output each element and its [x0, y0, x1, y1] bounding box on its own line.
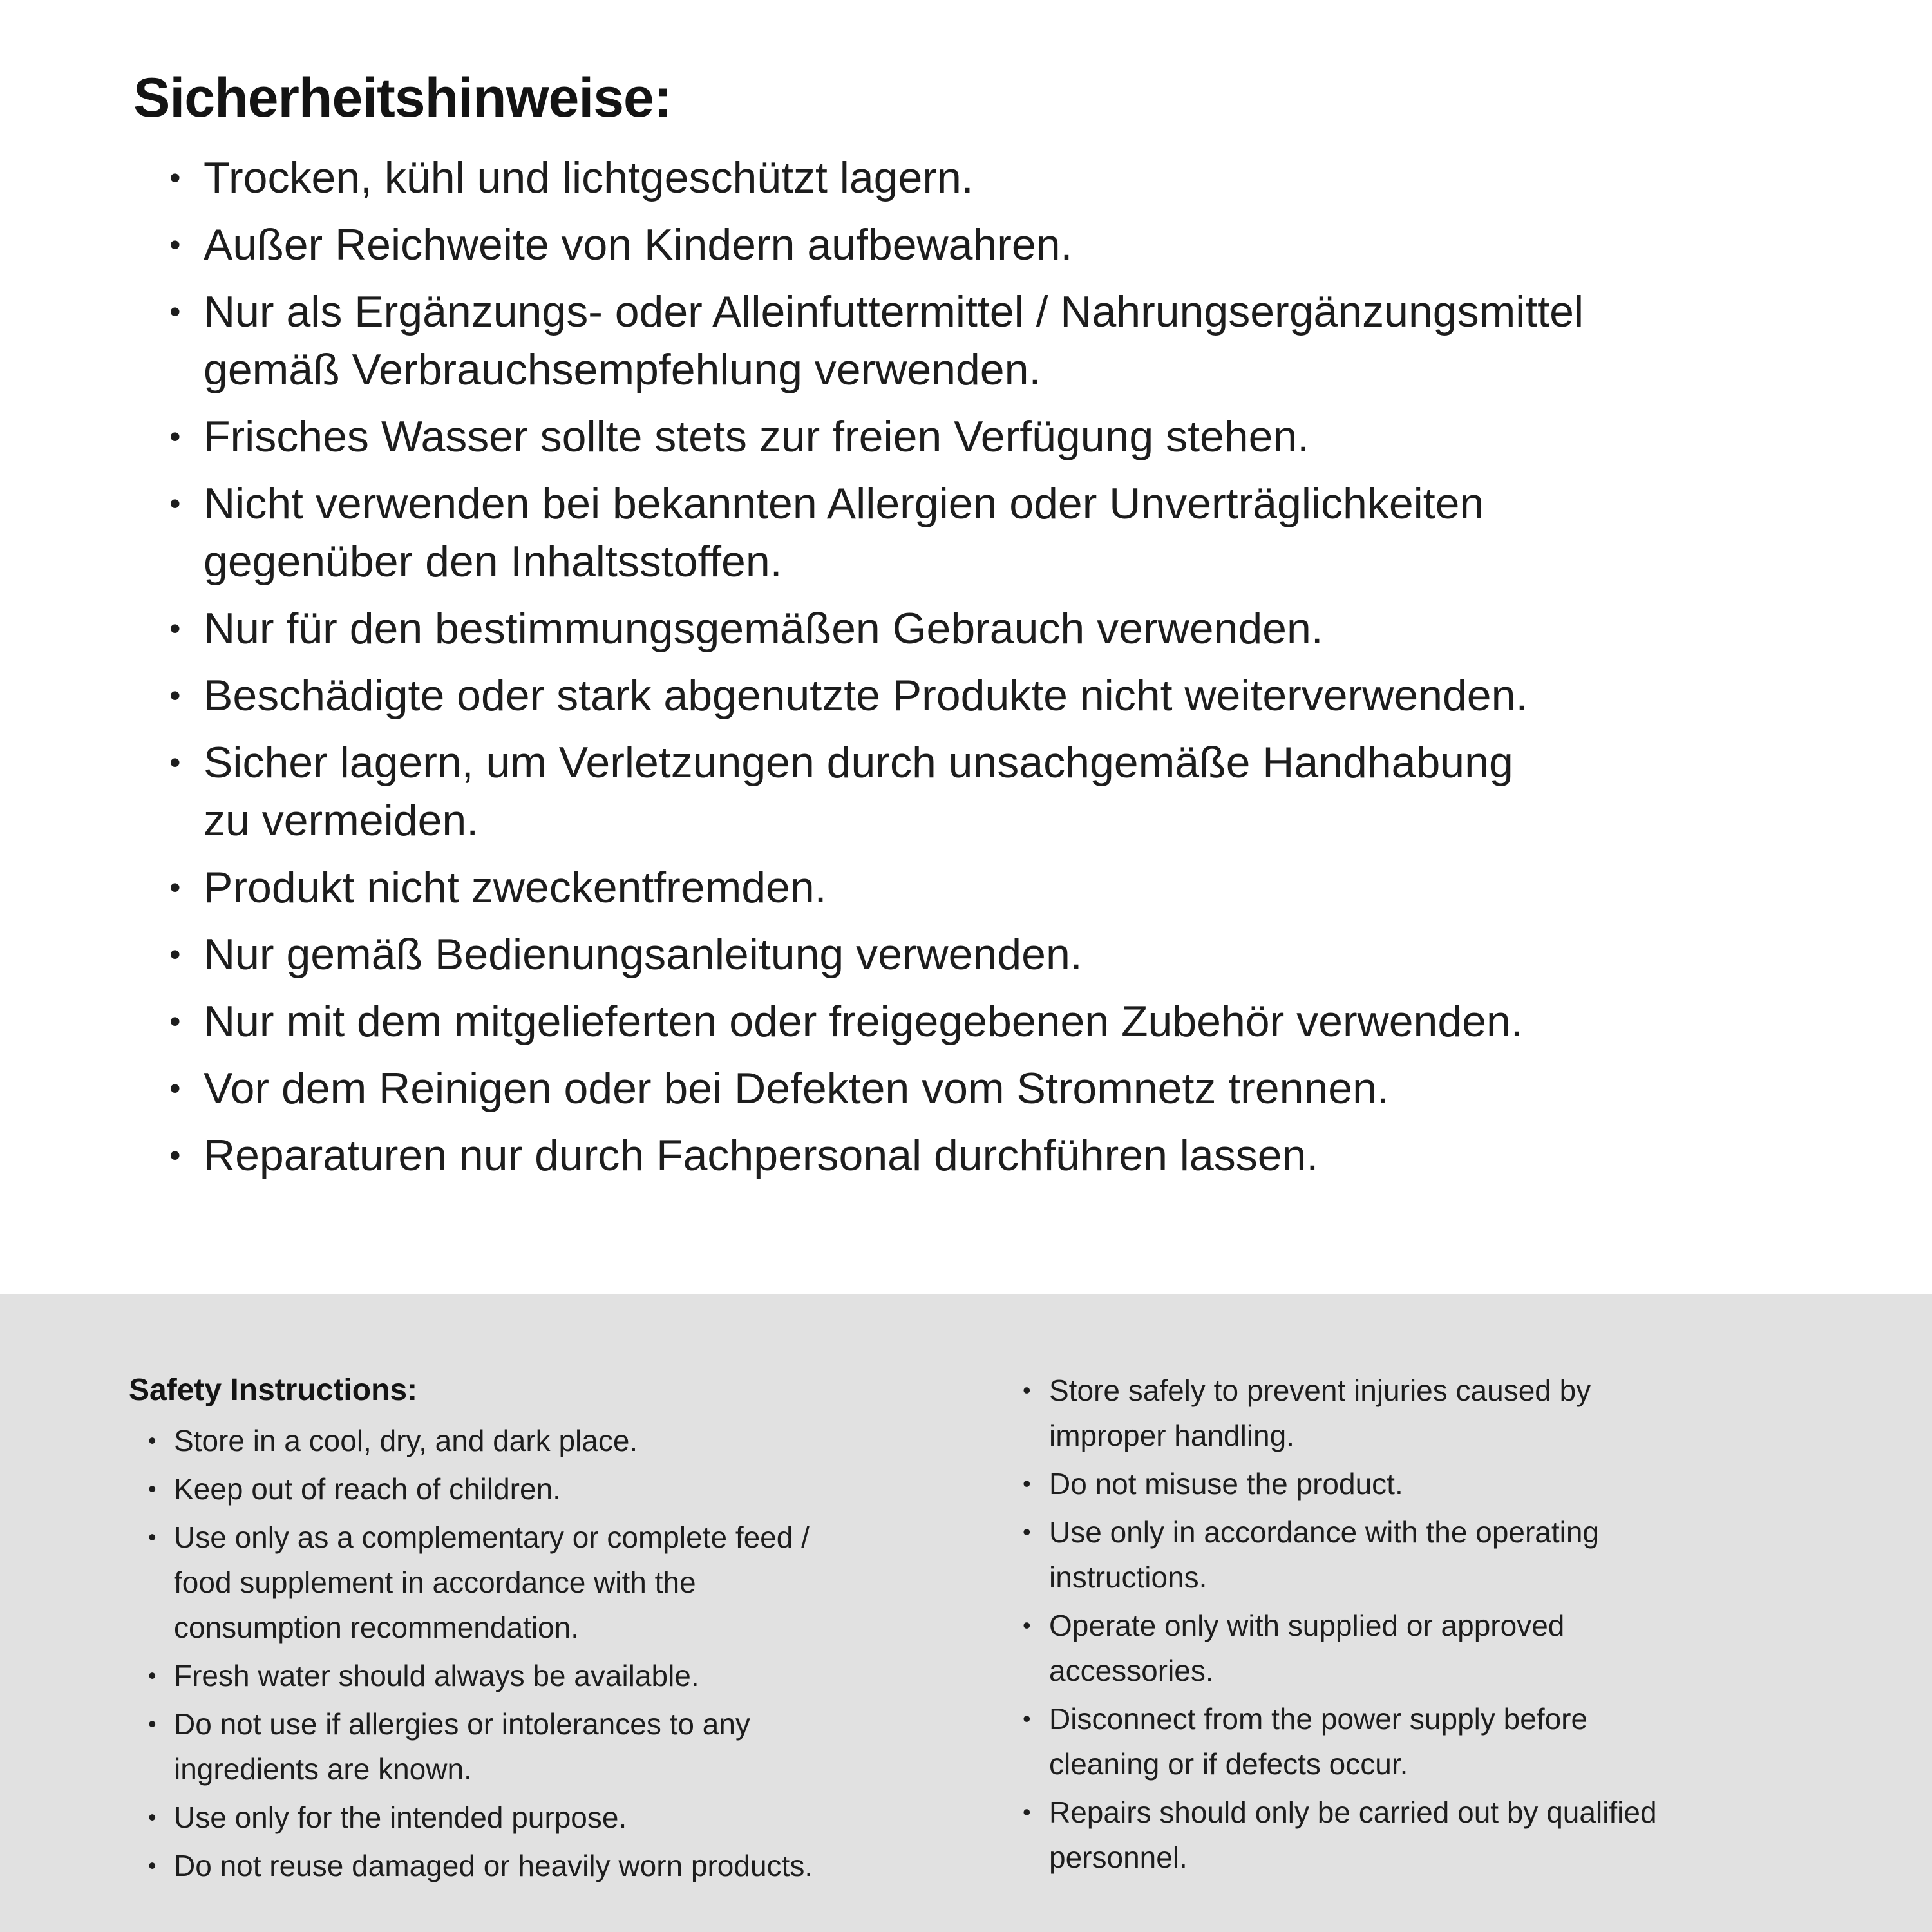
bullet-icon: • — [169, 1070, 181, 1106]
list-item-line: accessories. — [1049, 1654, 1214, 1687]
list-item — [133, 283, 1879, 399]
list-item — [133, 149, 1879, 207]
list-item-line: Store in a cool, dry, and dark place. — [174, 1424, 638, 1457]
english-right-column — [1023, 1368, 1918, 1883]
list-item-line: Fresh water should always be available. — [174, 1659, 699, 1692]
english-title: Safety Instructions: — [129, 1373, 418, 1407]
list-item-line: Store safely to prevent injuries caused by — [1049, 1374, 1591, 1407]
list-item-line: Reparaturen nur durch Fachpersonal durchführen lassen. — [204, 1131, 1319, 1180]
list-item-line: Außer Reichweite von Kindern aufbewahren. — [204, 220, 1073, 269]
bullet-icon: • — [169, 294, 181, 330]
bullet-icon: • — [169, 1003, 181, 1039]
list-item-line: Sicher lagern, um Verletzungen durch unsachgemäße Handhabung — [204, 738, 1513, 787]
bullet-icon: • — [148, 1710, 156, 1737]
bullet-icon: • — [148, 1475, 156, 1502]
list-item-line: Use only as a complementary or complete feed / — [174, 1520, 810, 1554]
list-item — [1023, 1368, 1918, 1458]
bullet-icon: • — [169, 160, 181, 196]
english-right-list — [1023, 1368, 1918, 1880]
list-item-line: Use only for the intended purpose. — [174, 1801, 627, 1834]
bullet-icon: • — [1023, 1612, 1031, 1638]
list-item-line: Repairs should only be carried out by qualified — [1049, 1795, 1657, 1829]
list-item — [133, 475, 1879, 591]
list-item — [1023, 1510, 1918, 1600]
list-item-line: Nicht verwenden bei bekannten Allergien oder Unverträglichkeiten — [204, 479, 1484, 528]
list-item — [133, 1126, 1879, 1184]
list-item-line: Do not misuse the product. — [1049, 1467, 1403, 1501]
bullet-icon: • — [169, 419, 181, 455]
bullet-icon: • — [1023, 1470, 1031, 1497]
list-item-line: personnel. — [1049, 1841, 1188, 1874]
bullet-icon: • — [1023, 1799, 1031, 1825]
list-item-line: Use only in accordance with the operating — [1049, 1515, 1600, 1549]
german-section — [133, 67, 1879, 1193]
bullet-icon: • — [148, 1852, 156, 1879]
list-item-line: instructions. — [1049, 1560, 1208, 1594]
list-item — [133, 667, 1879, 724]
list-item-line: gegenüber den Inhaltsstoffen. — [204, 537, 782, 586]
list-item — [129, 1466, 985, 1511]
list-item-line: Keep out of reach of children. — [174, 1472, 561, 1506]
list-item — [1023, 1790, 1918, 1880]
bullet-icon: • — [148, 1427, 156, 1454]
list-item-line: Nur als Ergänzungs- oder Alleinfuttermittel / Nahrungsergänzungsmittel — [204, 287, 1584, 336]
list-item — [129, 1653, 985, 1698]
list-item-line: Produkt nicht zweckentfremden. — [204, 863, 827, 912]
bullet-icon: • — [169, 227, 181, 263]
bullet-icon: • — [148, 1662, 156, 1689]
list-item-line: food supplement in accordance with the — [174, 1566, 696, 1599]
list-item — [133, 858, 1879, 916]
bullet-icon: • — [169, 1137, 181, 1173]
list-item-line: Disconnect from the power supply before — [1049, 1702, 1588, 1736]
bullet-icon: • — [169, 744, 181, 781]
list-item — [133, 734, 1879, 849]
list-item — [129, 1701, 985, 1792]
list-item-line: Frisches Wasser sollte stets zur freien Verfügung stehen. — [204, 412, 1310, 461]
bullet-icon: • — [169, 936, 181, 972]
list-item-line: cleaning or if defects occur. — [1049, 1747, 1408, 1781]
english-section — [0, 1294, 1932, 1932]
list-item — [133, 408, 1879, 466]
list-item — [129, 1515, 985, 1650]
list-item-line: Beschädigte oder stark abgenutzte Produkte nicht weiterverwenden. — [204, 671, 1528, 720]
bullet-icon: • — [148, 1804, 156, 1830]
list-item — [129, 1795, 985, 1840]
list-item-line: Nur gemäß Bedienungsanleitung verwenden. — [204, 930, 1083, 979]
list-item-line: consumption recommendation. — [174, 1611, 579, 1644]
list-item-line: Do not reuse damaged or heavily worn products. — [174, 1849, 813, 1882]
list-item — [133, 992, 1879, 1050]
bullet-icon: • — [169, 869, 181, 905]
bullet-icon: • — [1023, 1377, 1031, 1403]
list-item — [1023, 1696, 1918, 1786]
list-item-line: Operate only with supplied or approved — [1049, 1609, 1565, 1642]
bullet-icon: • — [148, 1524, 156, 1550]
list-item — [1023, 1603, 1918, 1693]
list-item-line: Trocken, kühl und lichtgeschützt lagern. — [204, 153, 974, 202]
english-left-list — [129, 1418, 985, 1888]
bullet-icon: • — [169, 677, 181, 714]
list-item-line: Vor dem Reinigen oder bei Defekten vom Stromnetz trennen. — [204, 1064, 1389, 1113]
bullet-icon: • — [1023, 1705, 1031, 1732]
bullet-icon: • — [1023, 1519, 1031, 1545]
german-list — [133, 149, 1879, 1184]
list-item-line: zu vermeiden. — [204, 796, 479, 845]
list-item-line: ingredients are known. — [174, 1752, 472, 1786]
list-item-line: gemäß Verbrauchsempfehlung verwenden. — [204, 345, 1041, 394]
german-title: Sicherheitshinweise: — [133, 67, 672, 129]
bullet-icon: • — [169, 486, 181, 522]
list-item-line: improper handling. — [1049, 1419, 1295, 1452]
list-item — [133, 925, 1879, 983]
list-item — [129, 1418, 985, 1463]
list-item — [133, 1059, 1879, 1117]
list-item — [133, 600, 1879, 658]
list-item-line: Do not use if allergies or intolerances to any — [174, 1707, 750, 1741]
english-left-column — [129, 1372, 985, 1891]
list-item-line: Nur für den bestimmungsgemäßen Gebrauch verwenden. — [204, 604, 1323, 653]
list-item-line: Nur mit dem mitgelieferten oder freigegebenen Zubehör verwenden. — [204, 997, 1523, 1046]
list-item — [129, 1843, 985, 1888]
bullet-icon: • — [169, 611, 181, 647]
list-item — [133, 216, 1879, 274]
list-item — [1023, 1461, 1918, 1506]
